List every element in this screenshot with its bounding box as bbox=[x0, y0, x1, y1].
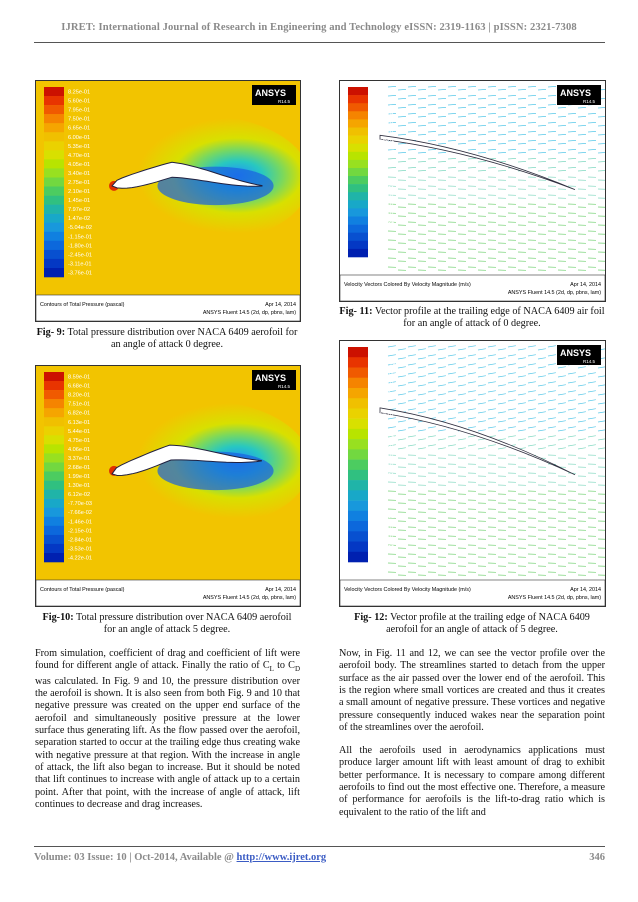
legend-swatch bbox=[348, 542, 368, 553]
figure-12-caption bbox=[338, 612, 606, 636]
legend-label: 7.95e-01 bbox=[68, 107, 91, 114]
legend-label: 8.15e-01 bbox=[372, 411, 395, 418]
figure-11-velocity-vectors bbox=[339, 80, 606, 302]
legend-swatch bbox=[44, 526, 64, 535]
legend-swatch bbox=[348, 429, 368, 440]
footer-rule bbox=[34, 846, 605, 847]
legend-label: 4.75e-01 bbox=[68, 437, 91, 444]
ansys-logo-text: ANSYS bbox=[560, 88, 592, 98]
legend-swatch bbox=[348, 128, 368, 136]
legend-label: 1.26e-01 bbox=[372, 534, 395, 541]
legend-swatch bbox=[348, 208, 368, 216]
legend-label: 6.13e-01 bbox=[68, 419, 91, 426]
subscript-l: L bbox=[269, 665, 274, 674]
legend-label: 1.18e+00 bbox=[372, 350, 396, 357]
footer-volume: Volume: 03 Issue: 10 | Oct-2014, Available @ bbox=[34, 852, 237, 863]
legend-swatch bbox=[348, 388, 368, 399]
legend-label: 7.50e-01 bbox=[68, 116, 91, 123]
legend-swatch bbox=[44, 444, 64, 453]
legend-label: -3.76e-01 bbox=[68, 270, 92, 277]
figure-10-pressure-contour bbox=[35, 365, 301, 607]
legend-label: 1.83e-01 bbox=[372, 226, 395, 233]
legend-label: 6.82e-01 bbox=[68, 410, 91, 417]
legend-label: 7.51e-01 bbox=[68, 401, 91, 408]
legend-swatch bbox=[348, 347, 368, 358]
legend-label: 3.37e-01 bbox=[68, 455, 91, 462]
figure-10-label: Fig-10: bbox=[42, 612, 74, 623]
legend-label: 4.13e-01 bbox=[372, 194, 395, 201]
legend-swatch bbox=[44, 123, 64, 132]
legend-label: 1.84e-01 bbox=[372, 524, 395, 531]
figure-footer-title: Contours of Total Pressure (pascal) bbox=[40, 302, 125, 308]
figure-9-label: Fig- 9: bbox=[36, 327, 66, 338]
figure-10-caption-text: Total pressure distribution over NACA 6409 aerofoil for an angle of attack 5 degree. bbox=[73, 612, 292, 635]
legend-swatch bbox=[44, 178, 64, 187]
figure-10-plot bbox=[36, 366, 300, 606]
legend-swatch bbox=[348, 490, 368, 501]
journal-header: IJRET: International Journal of Research in Engineering and Technology eISSN: 2319-1163 | pISSN: 2321-7308 bbox=[61, 22, 577, 33]
legend-swatch bbox=[44, 187, 64, 196]
legend-label: 5.86e-01 bbox=[372, 452, 395, 459]
figure-9-pressure-contour bbox=[35, 80, 301, 322]
legend-swatch bbox=[44, 205, 64, 214]
left-paragraph-part-2: to C bbox=[273, 660, 295, 672]
figure-footer bbox=[36, 295, 300, 321]
legend-label: 7.58e-01 bbox=[372, 422, 395, 428]
legend-label: 1.45e-01 bbox=[68, 198, 91, 205]
figure-11-plot bbox=[340, 81, 605, 301]
legend-swatch bbox=[348, 103, 368, 111]
legend-swatch bbox=[44, 87, 64, 96]
legend-label: 9.85e-01 bbox=[372, 381, 395, 388]
legend-label: 2.98e-01 bbox=[372, 503, 395, 510]
legend-swatch bbox=[348, 378, 368, 389]
legend-label: 6.84e-02 bbox=[372, 242, 395, 249]
legend-swatch bbox=[348, 176, 368, 184]
header-rule bbox=[34, 42, 605, 43]
figure-footer-solver: ANSYS Fluent 14.5 (2d, dp, pbns, lam) bbox=[507, 290, 601, 296]
ansys-version-text: R14.5 bbox=[278, 99, 291, 104]
legend-label: 4.71e-01 bbox=[372, 473, 395, 480]
page-number: 346 bbox=[589, 852, 605, 863]
legend-swatch bbox=[348, 136, 368, 144]
legend-swatch bbox=[44, 453, 64, 462]
legend-label: -1.15e-01 bbox=[68, 234, 92, 241]
legend-label: 7.00e-01 bbox=[372, 432, 395, 439]
legend-swatch bbox=[44, 96, 64, 105]
legend-swatch bbox=[44, 168, 64, 177]
legend-swatch bbox=[44, 508, 64, 517]
legend-label: 6.65e-01 bbox=[68, 125, 91, 132]
figure-footer-date: Apr 14, 2014 bbox=[570, 282, 601, 288]
legend-label: 6.42e-01 bbox=[372, 161, 395, 168]
legend-label: 8.14e-01 bbox=[372, 137, 395, 144]
legend-swatch bbox=[44, 435, 64, 444]
legend-swatch bbox=[44, 132, 64, 141]
legend-swatch bbox=[44, 481, 64, 490]
figure-11-caption bbox=[338, 306, 606, 330]
legend-swatch bbox=[348, 357, 368, 368]
ansys-logo-text: ANSYS bbox=[255, 373, 287, 383]
figure-11-label: Fig- 11: bbox=[339, 306, 373, 317]
legend-swatch bbox=[44, 196, 64, 205]
legend-label: 1.47e-02 bbox=[68, 216, 91, 223]
legend-swatch bbox=[348, 419, 368, 430]
figure-12-plot bbox=[340, 341, 605, 606]
journal-link[interactable]: http://www.ijret.org bbox=[236, 852, 327, 863]
legend-label: 5.35e-01 bbox=[68, 143, 91, 150]
figure-12-caption-text: Vector profile at the trailing edge of NACA 6409 aerofoil for an angle of attack of 5 degree. bbox=[386, 612, 590, 635]
figure-footer bbox=[36, 580, 300, 606]
legend-swatch bbox=[348, 460, 368, 471]
legend-swatch bbox=[44, 472, 64, 481]
legend-swatch bbox=[348, 87, 368, 95]
legend-swatch bbox=[44, 114, 64, 123]
legend-label: 6.99e-01 bbox=[372, 153, 395, 160]
legend-swatch bbox=[348, 368, 368, 379]
figure-10-caption bbox=[36, 612, 298, 636]
legend-swatch bbox=[44, 499, 64, 508]
legend-label: -3.11e-01 bbox=[68, 261, 92, 268]
legend-label: 9.30e-01 bbox=[372, 391, 395, 398]
figure-footer-solver: ANSYS Fluent 14.5 (2d, dp, pbns, lam) bbox=[507, 595, 601, 601]
legend-label: 1.04e+00 bbox=[372, 105, 396, 111]
legend-label: 4.13e-01 bbox=[372, 483, 395, 490]
legend-swatch bbox=[348, 144, 368, 152]
legend-label: 2.75e-01 bbox=[68, 180, 91, 186]
legend-swatch bbox=[348, 449, 368, 460]
legend-label: 5.44e-01 bbox=[68, 428, 91, 435]
legend-label: 7.57e-01 bbox=[372, 145, 395, 152]
legend-swatch bbox=[44, 150, 64, 159]
legend-label: 8.71e-01 bbox=[372, 129, 395, 136]
legend-swatch bbox=[44, 268, 64, 277]
legend-label: 8.59e-01 bbox=[68, 374, 91, 381]
figure-9-caption-text: Total pressure distribution over NACA 6409 aerofoil for an angle of attack 0 degree. bbox=[65, 327, 298, 350]
legend-label: 5.28e-01 bbox=[372, 463, 395, 469]
figure-footer bbox=[340, 580, 605, 606]
figure-footer-title: Velocity Vectors Colored By Velocity Magnitude (m/s) bbox=[344, 587, 471, 593]
figure-footer-date: Apr 14, 2014 bbox=[265, 302, 296, 308]
figure-footer-title: Contours of Total Pressure (pascal) bbox=[40, 587, 125, 593]
legend-label: 7.97e-02 bbox=[68, 207, 91, 214]
figure-footer-solver: ANSYS Fluent 14.5 (2d, dp, pbns, lam) bbox=[202, 310, 296, 316]
legend-swatch bbox=[44, 544, 64, 553]
legend-label: 8.72e-01 bbox=[372, 401, 395, 408]
right-paragraph-2: All the aerofoils used in aerodynamics applications must produce larger amount lift with least amount of drag to exhibit better performance. It is necessary to compare among different aerofoils to find out the most effective one. Therefore, a measure of performance for aerofoils is the lift-to-drag ratio which is equivalent to the ratio of the lift and bbox=[339, 745, 605, 818]
figure-9-caption bbox=[36, 327, 298, 351]
legend-swatch bbox=[348, 470, 368, 481]
legend-label: -1.46e-01 bbox=[68, 519, 92, 526]
legend-swatch bbox=[348, 168, 368, 176]
legend-swatch bbox=[348, 521, 368, 532]
legend-swatch bbox=[44, 223, 64, 232]
legend-label: 2.41e-01 bbox=[372, 514, 395, 521]
legend-swatch bbox=[348, 233, 368, 241]
legend-swatch bbox=[348, 511, 368, 522]
legend-swatch bbox=[44, 399, 64, 408]
legend-label: 2.98e-01 bbox=[372, 210, 395, 217]
legend-swatch bbox=[348, 398, 368, 409]
legend-label: 2.68e-01 bbox=[68, 465, 91, 471]
left-paragraph-part-3: was calculated. In Fig. 9 and 10, the pressure distribution over the aerofoil is shown. It is also seen from both Fig. 9 and 10 that negative pressure was created on the upper end surface of the aerofoil and simultaneously positive pressure at the lower surface thus generating lift. As the flow passed over the aerofoil, separation started to occur at the trailing edge thus creating wake with negative pressure at that region. With the increase in angle of attack, the lift also began to increase. But it should be noted that lift continues to increase with angle of attack up to a certain point. After that point, with the increase of angle of attack, lift continues to decrease and drag increases. bbox=[35, 675, 300, 811]
ansys-version-text: R14.5 bbox=[583, 99, 596, 104]
legend-label: 1.11e-02 bbox=[372, 250, 394, 257]
legend-swatch bbox=[44, 241, 64, 250]
legend-swatch bbox=[44, 214, 64, 223]
left-paragraph bbox=[35, 648, 300, 812]
legend-swatch bbox=[44, 417, 64, 426]
left-paragraph-part-1: From simulation, coefficient of drag and coefficient of lift were found for different angle of attack. Finally the ratio of C bbox=[35, 648, 300, 672]
legend-label: 1.06e+00 bbox=[372, 370, 396, 377]
legend-swatch bbox=[348, 408, 368, 419]
right-paragraph-1: Now, in Fig. 11 and 12, we can see the vector profile over the aerofoil body. The streamlines started to detach from the upper surface as the air passed over the lower end of the aerofoil. This is the region where small vortices are created and thus it creates a small amount of negative pressure. These vortices and negative pressure consequently induced wakes near the separation point of the streamlines over the aerofoil. bbox=[339, 648, 605, 734]
legend-label: -2.45e-01 bbox=[68, 252, 92, 259]
legend-swatch bbox=[348, 192, 368, 200]
legend-swatch bbox=[44, 105, 64, 114]
legend-label: 1.26e-01 bbox=[372, 234, 395, 241]
ansys-version-text: R14.5 bbox=[583, 359, 596, 364]
subscript-d: D bbox=[294, 665, 300, 674]
legend-swatch bbox=[348, 249, 368, 257]
figure-footer-title: Velocity Vectors Colored By Velocity Magnitude (m/s) bbox=[344, 282, 471, 288]
legend-swatch bbox=[44, 259, 64, 268]
legend-label: -1.80e-01 bbox=[68, 243, 92, 250]
legend-label: 1.99e-01 bbox=[68, 474, 91, 480]
legend-label: 9.29e-01 bbox=[372, 121, 395, 128]
legend-swatch bbox=[348, 439, 368, 450]
legend-label: -5.04e-02 bbox=[68, 225, 92, 232]
ansys-logo-text: ANSYS bbox=[560, 348, 592, 358]
legend-swatch bbox=[348, 95, 368, 103]
legend-label: 4.05e-01 bbox=[68, 161, 91, 168]
legend-swatch bbox=[44, 408, 64, 417]
legend-label: 4.70e-01 bbox=[68, 152, 91, 159]
legend-swatch bbox=[44, 490, 64, 499]
figure-11-caption-text: Vector profile at the trailing edge of NACA 6409 air foil for an angle of attack of 0 degree. bbox=[372, 306, 605, 329]
legend-swatch bbox=[44, 535, 64, 544]
legend-swatch bbox=[348, 217, 368, 225]
figure-12-label: Fig- 12: bbox=[354, 612, 388, 623]
legend-label: 6.12e-02 bbox=[68, 492, 91, 499]
legend-swatch bbox=[44, 141, 64, 150]
legend-label: 2.41e-01 bbox=[372, 218, 395, 225]
legend-label: 1.30e-01 bbox=[68, 483, 91, 490]
legend-swatch bbox=[348, 241, 368, 249]
legend-swatch bbox=[348, 160, 368, 168]
legend-label: 5.27e-01 bbox=[372, 177, 395, 184]
legend-label: 6.68e-01 bbox=[68, 383, 91, 390]
legend-label: 9.95e-01 bbox=[372, 113, 395, 120]
legend-swatch bbox=[348, 225, 368, 233]
figure-footer-date: Apr 14, 2014 bbox=[570, 587, 601, 593]
legend-swatch bbox=[348, 531, 368, 542]
legend-label: 8.25e-01 bbox=[68, 89, 91, 96]
legend-label: -3.53e-01 bbox=[68, 546, 92, 553]
legend-label: 6.85e-02 bbox=[372, 544, 395, 551]
legend-swatch bbox=[348, 200, 368, 208]
figure-footer-solver: ANSYS Fluent 14.5 (2d, dp, pbns, lam) bbox=[202, 595, 296, 601]
legend-label: 4.06e-01 bbox=[68, 446, 91, 453]
figure-12-velocity-vectors bbox=[339, 340, 606, 607]
legend-label: 1.10e+00 bbox=[372, 96, 396, 103]
legend-label: -7.66e-02 bbox=[68, 510, 92, 517]
legend-swatch bbox=[44, 390, 64, 399]
legend-label: -2.15e-01 bbox=[68, 528, 92, 535]
legend-label: 1.18e+00 bbox=[372, 88, 396, 95]
legend-swatch bbox=[44, 463, 64, 472]
legend-swatch bbox=[348, 152, 368, 160]
legend-swatch bbox=[348, 184, 368, 192]
legend-swatch bbox=[348, 501, 368, 512]
legend-swatch bbox=[348, 119, 368, 127]
legend-label: 8.20e-01 bbox=[68, 392, 91, 399]
legend-label: 1.13e+00 bbox=[372, 360, 396, 367]
legend-label: 6.43e-01 bbox=[372, 442, 395, 449]
legend-swatch bbox=[348, 111, 368, 119]
legend-swatch bbox=[44, 159, 64, 168]
legend-label: 2.10e-01 bbox=[68, 189, 91, 195]
legend-swatch bbox=[44, 426, 64, 435]
legend-label: 3.56e-01 bbox=[372, 493, 395, 500]
legend-swatch bbox=[44, 553, 64, 562]
legend-label: 1.13e-02 bbox=[372, 555, 395, 562]
legend-label: -4.22e-01 bbox=[68, 555, 92, 562]
legend-swatch bbox=[348, 552, 368, 563]
legend-label: 4.70e-01 bbox=[372, 186, 395, 192]
page-footer bbox=[34, 852, 605, 863]
legend-label: -7.70e-03 bbox=[68, 501, 92, 508]
figure-footer-date: Apr 14, 2014 bbox=[265, 587, 296, 593]
legend-label: 5.60e-01 bbox=[68, 98, 91, 105]
legend-swatch bbox=[44, 517, 64, 526]
legend-swatch bbox=[348, 480, 368, 491]
legend-label: 3.55e-01 bbox=[372, 202, 395, 209]
ansys-logo-text: ANSYS bbox=[255, 88, 287, 98]
legend-label: 5.85e-01 bbox=[372, 169, 395, 176]
legend-swatch bbox=[44, 372, 64, 381]
legend-label: 3.40e-01 bbox=[68, 170, 91, 177]
legend-label: -2.84e-01 bbox=[68, 537, 92, 544]
legend-label: 6.00e-01 bbox=[68, 134, 91, 141]
legend-swatch bbox=[44, 232, 64, 241]
legend-swatch bbox=[44, 250, 64, 259]
ansys-version-text: R14.5 bbox=[278, 384, 291, 389]
legend-swatch bbox=[44, 381, 64, 390]
figure-9-plot bbox=[36, 81, 300, 321]
figure-footer bbox=[340, 275, 605, 301]
